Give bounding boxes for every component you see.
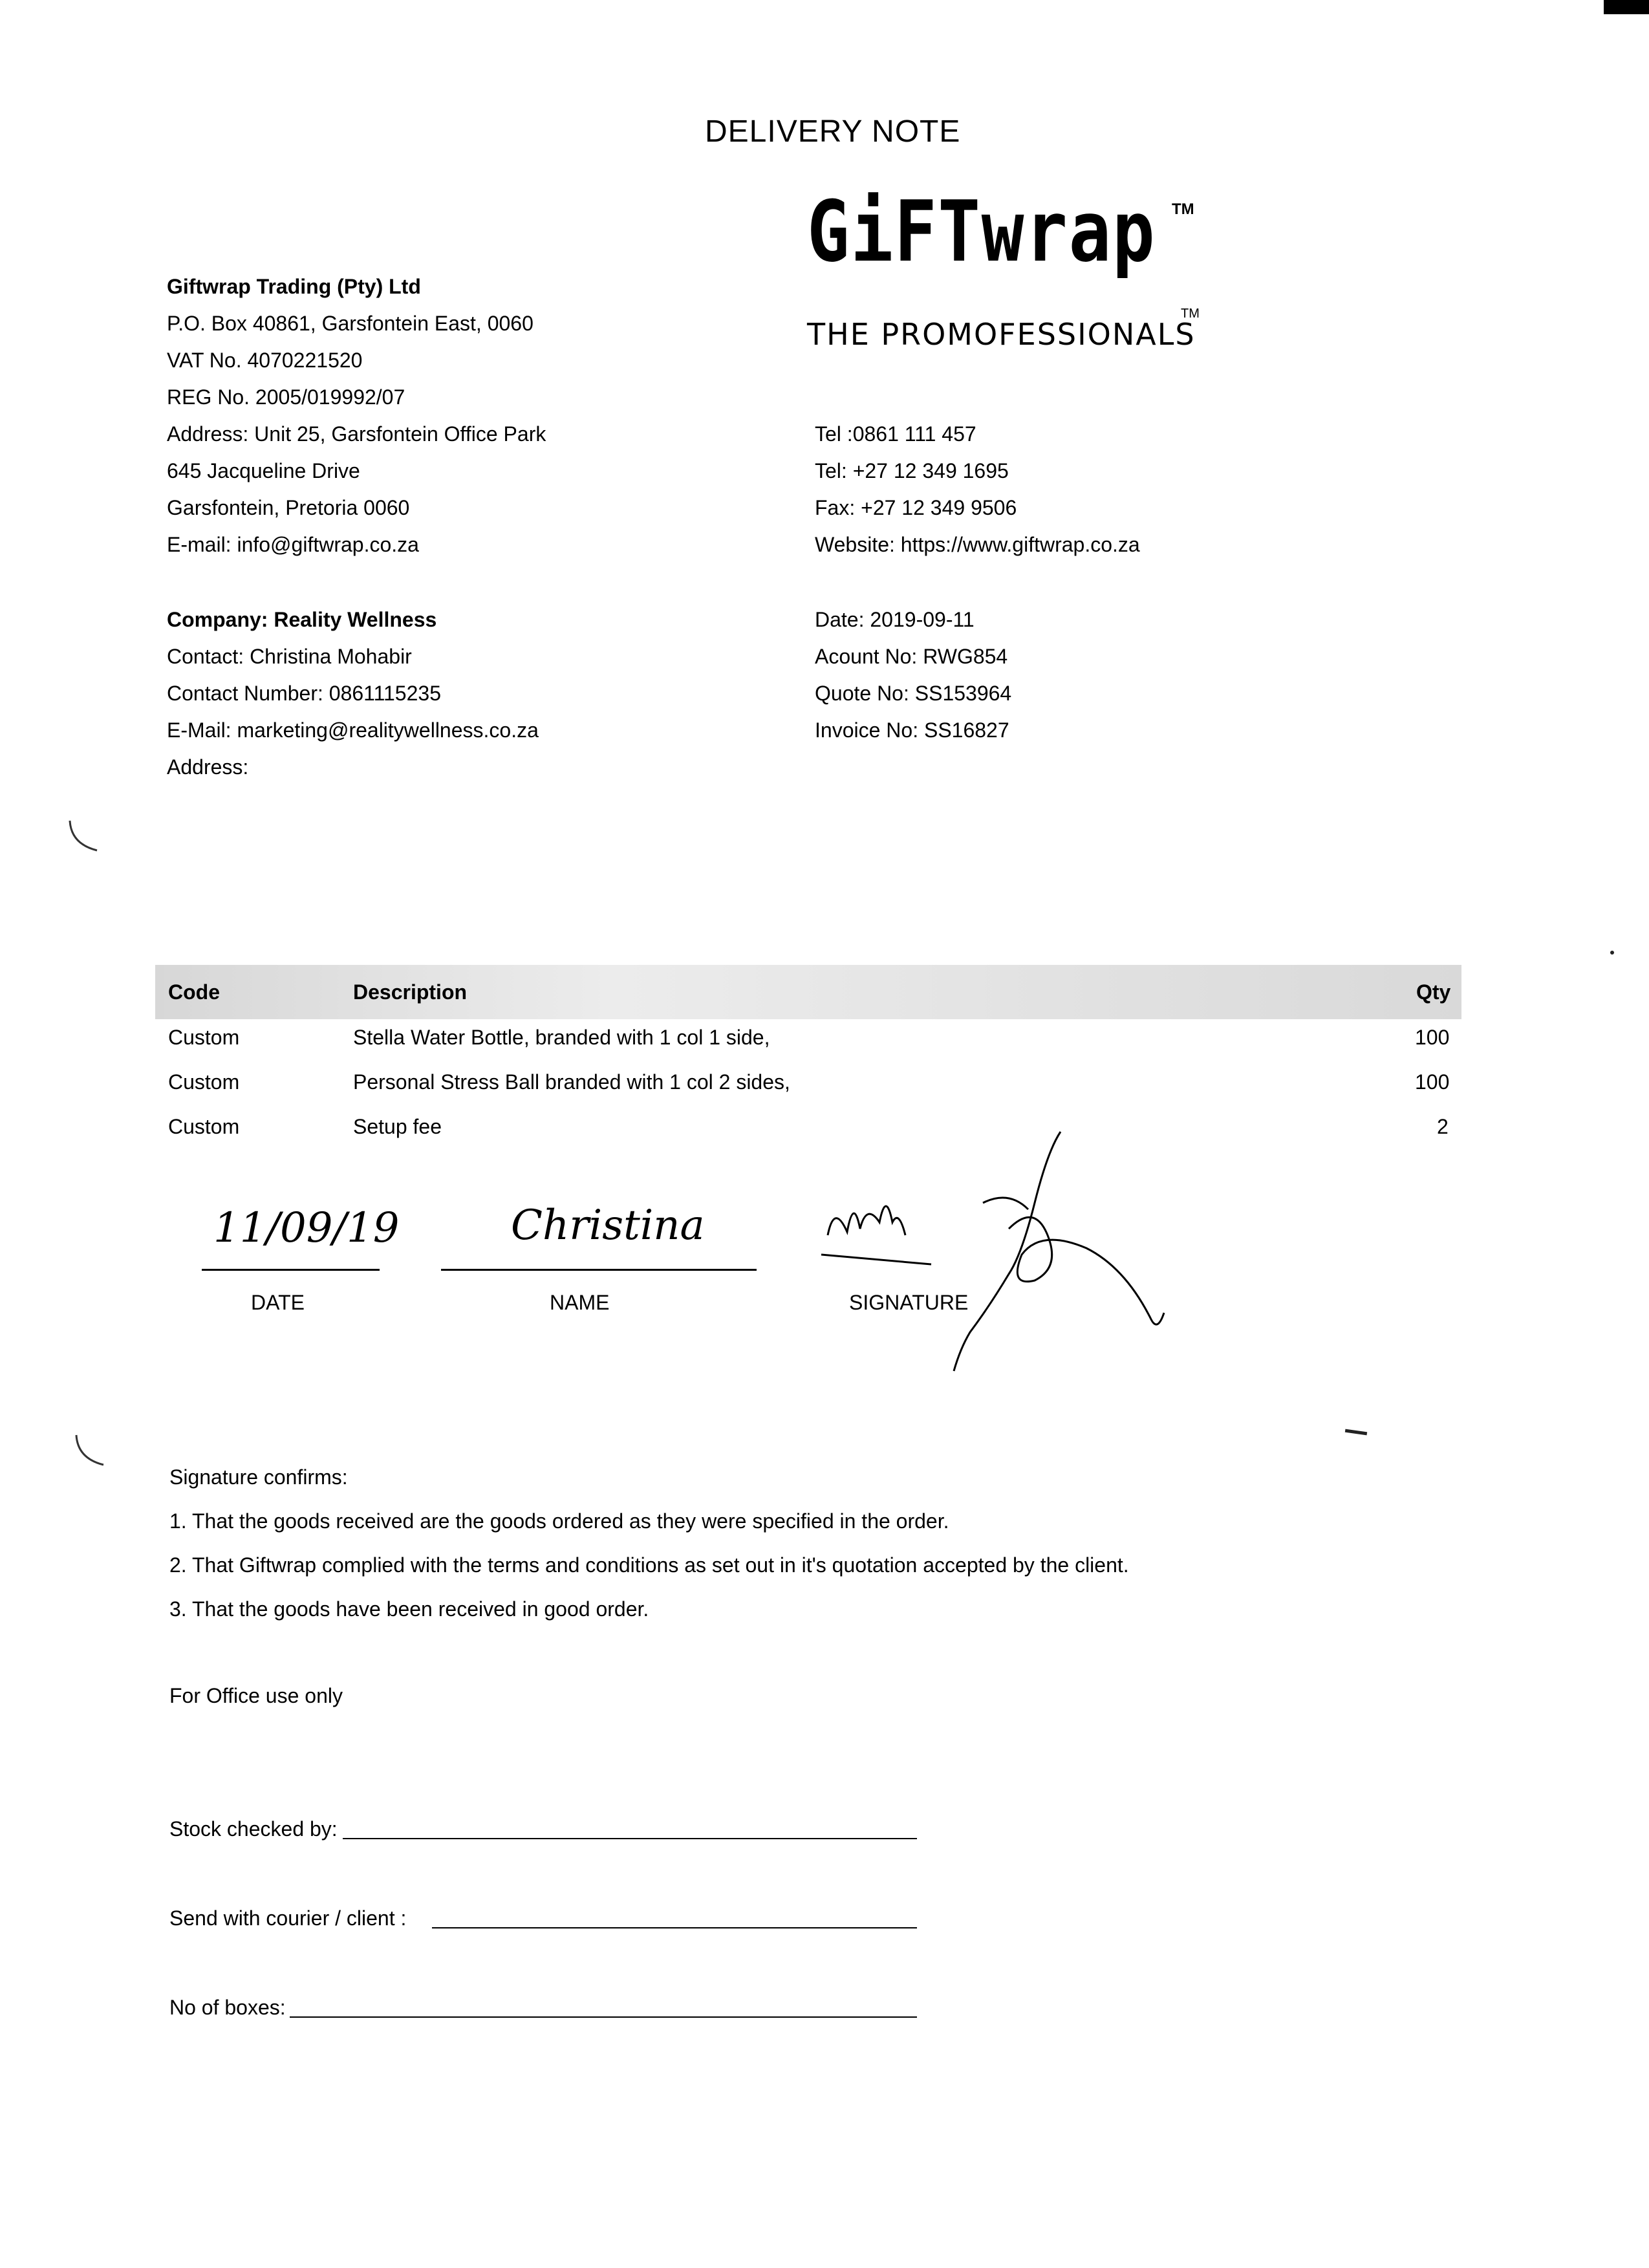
table-row-1-description: Stella Water Bottle, branded with 1 col 1 side,	[353, 1026, 770, 1049]
sender-email: E-mail: info@giftwrap.co.za	[167, 533, 419, 556]
order-invoice: Invoice No: SS16827	[815, 718, 1009, 742]
brand-logo	[807, 182, 1156, 281]
signature-label: SIGNATURE	[849, 1291, 969, 1314]
tagline-trademark: TM	[1181, 307, 1200, 321]
customer-email: E-Mail: marketing@realitywellness.co.za	[167, 718, 539, 742]
sender-po-box: P.O. Box 40861, Garsfontein East, 0060	[167, 312, 534, 335]
scan-bracket-mark-bottom	[71, 1432, 110, 1471]
sender-reg: REG No. 2005/019992/07	[167, 385, 405, 409]
date-label: DATE	[251, 1291, 305, 1314]
brand-logo-text: GiFTwrap	[807, 182, 1156, 281]
sender-address-1: Address: Unit 25, Garsfontein Office Park	[167, 422, 546, 446]
customer-address: Address:	[167, 755, 249, 779]
order-quote: Quote No: SS153964	[815, 682, 1012, 705]
handwritten-date: 11/09/19	[213, 1204, 400, 1252]
contact-website: Website: https://www.giftwrap.co.za	[815, 533, 1140, 556]
scan-corner-mark	[1604, 0, 1649, 14]
scan-bracket-mark-top	[65, 818, 103, 857]
confirmation-item-3: 3. That the goods have been received in good order.	[169, 1597, 649, 1621]
scan-dot-mark	[1610, 951, 1614, 955]
table-row-2-description: Personal Stress Ball branded with 1 col 2 sides,	[353, 1070, 790, 1094]
stock-checked-label: Stock checked by:	[169, 1817, 338, 1841]
table-header-code: Code	[168, 980, 220, 1004]
brand-tagline: THE PROMOFESSIONALS	[807, 317, 1196, 352]
date-line	[202, 1269, 380, 1271]
stock-checked-field[interactable]	[343, 1838, 917, 1839]
table-row-3-description: Setup fee	[353, 1115, 442, 1138]
name-line	[441, 1269, 757, 1271]
handwritten-name: Christina	[511, 1202, 705, 1249]
send-with-label: Send with courier / client :	[169, 1906, 407, 1930]
contact-tel-2: Tel: +27 12 349 1695	[815, 459, 1009, 482]
table-row-3-code: Custom	[168, 1115, 240, 1138]
office-use-heading: For Office use only	[169, 1684, 343, 1707]
scan-dash-mark	[1345, 1429, 1367, 1436]
order-date: Date: 2019-09-11	[815, 608, 975, 631]
table-header-description: Description	[353, 980, 468, 1004]
sender-name: Giftwrap Trading (Pty) Ltd	[167, 275, 421, 298]
customer-contact-number: Contact Number: 0861115235	[167, 682, 441, 705]
boxes-label: No of boxes:	[169, 1996, 286, 2019]
confirmation-item-2: 2. That Giftwrap complied with the terms and conditions as set out in it's quotation accepted by the client.	[169, 1553, 1129, 1577]
sender-block	[167, 268, 546, 563]
order-account: Acount No: RWG854	[815, 645, 1008, 668]
table-header-band	[155, 965, 1461, 1019]
confirmation-heading: Signature confirms:	[169, 1465, 348, 1489]
table-header-qty: Qty	[1416, 980, 1451, 1004]
contact-tel-1: Tel :0861 111 457	[815, 422, 976, 446]
customer-contact: Contact: Christina Mohabir	[167, 645, 412, 668]
contact-fax: Fax: +27 12 349 9506	[815, 496, 1017, 519]
sender-vat: VAT No. 4070221520	[167, 349, 363, 372]
document-title: DELIVERY NOTE	[705, 114, 961, 149]
customer-block	[167, 601, 539, 786]
table-row-2-qty: 100	[1415, 1070, 1450, 1094]
brand-trademark: TM	[1172, 200, 1194, 218]
handwritten-signature	[815, 1125, 1177, 1384]
confirmation-item-1: 1. That the goods received are the goods ordered as they were specified in the order.	[169, 1509, 949, 1533]
table-row-1-qty: 100	[1415, 1026, 1450, 1049]
table-row-3-qty: 2	[1437, 1115, 1449, 1138]
send-with-field[interactable]	[432, 1927, 917, 1928]
contact-block	[815, 416, 1140, 563]
table-row-2-code: Custom	[168, 1070, 240, 1094]
name-label: NAME	[550, 1291, 610, 1314]
sender-address-3: Garsfontein, Pretoria 0060	[167, 496, 410, 519]
table-row-1-code: Custom	[168, 1026, 240, 1049]
customer-company: Company: Reality Wellness	[167, 608, 437, 631]
sender-address-2: 645 Jacqueline Drive	[167, 459, 360, 482]
boxes-field[interactable]	[290, 2016, 917, 2018]
confirmation-block	[169, 1455, 1129, 1631]
order-info-block	[815, 601, 1011, 749]
